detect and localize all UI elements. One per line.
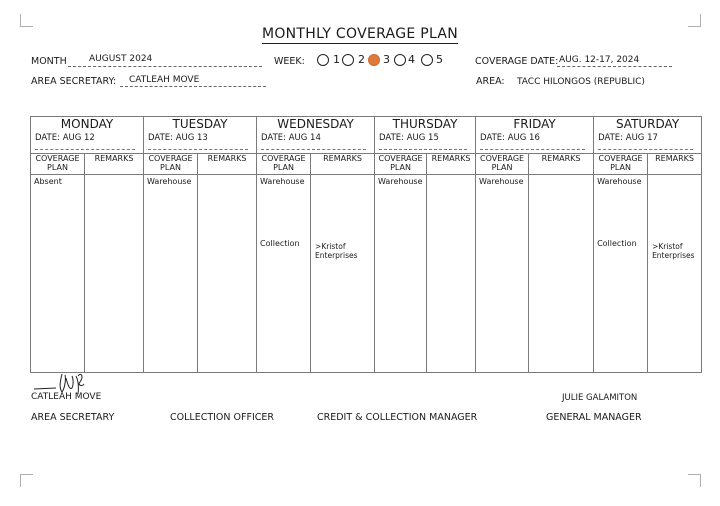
date-prefix: DATE: [598,133,624,143]
coverage-plan-header: COVERAGE PLAN [594,154,648,175]
coverage-plan-cell-tuesday[interactable] [144,175,198,373]
remarks-cell-tuesday[interactable] [198,175,257,373]
day-name-thursday: THURSDAY [375,117,476,132]
coverage-plan-cell-monday[interactable] [31,175,85,373]
corner-mark-bottom-left [20,474,33,487]
month-value: AUGUST 2024 [89,54,153,64]
coverage-plan-header: COVERAGE PLAN [144,154,198,175]
day-date-friday [476,131,594,154]
plan-entry: Warehouse [260,177,305,186]
remarks-cell-saturday[interactable] [648,175,702,373]
week-number-2: 2 [358,53,365,66]
plan-entry: Warehouse [378,177,423,186]
remarks-cell-thursday[interactable] [427,175,476,373]
date-prefix: DATE: [379,133,405,143]
page-title-text: MONTHLY COVERAGE PLAN [261,26,459,42]
day-date-tuesday [144,131,257,154]
day-name-wednesday: WEDNESDAY [257,117,375,132]
page-title [0,26,720,42]
remarks-cell-monday[interactable] [85,175,144,373]
role-collection-officer: COLLECTION OFFICER [170,412,274,423]
date-value: AUG 14 [288,133,321,143]
week-radio-4[interactable] [394,54,406,66]
week-radio-2[interactable] [342,54,354,66]
day-name-tuesday: TUESDAY [144,117,257,132]
day-date-thursday [375,131,476,154]
remarks-header: REMARKS [427,154,476,175]
plan-entry: Warehouse [597,177,642,186]
remarks-header: REMARKS [529,154,594,175]
week-number-3: 3 [383,53,390,66]
week-radio-1[interactable] [317,54,329,66]
coverage-date-label: COVERAGE DATE: [475,56,559,67]
date-prefix: DATE: [35,133,60,143]
coverage-plan-cell-saturday[interactable] [594,175,648,373]
day-date-wednesday [257,131,375,154]
coverage-plan-table [30,116,702,373]
remark-entry: >Kristof Enterprises [315,242,358,260]
coverage-plan-cell-friday[interactable] [476,175,529,373]
coverage-plan-header: COVERAGE PLAN [375,154,427,175]
area-secretary-value: CATLEAH MOVE [129,75,200,85]
coverage-plan-header: COVERAGE PLAN [476,154,529,175]
remarks-cell-wednesday[interactable] [311,175,375,373]
corner-mark-bottom-right [688,474,701,487]
day-date-monday [31,131,144,154]
date-value: AUG 16 [507,133,540,143]
remarks-header: REMARKS [311,154,375,175]
date-value: AUG 12 [62,133,95,143]
coverage-plan-cell-wednesday[interactable] [257,175,311,373]
plan-entry-secondary: Collection [597,239,637,248]
date-prefix: DATE: [148,133,173,143]
remarks-header: REMARKS [198,154,257,175]
day-name-monday: MONDAY [31,117,144,132]
week-number-1: 1 [333,53,340,66]
role-general-manager: GENERAL MANAGER [546,412,642,423]
remark-entry: >Kristof Enterprises [652,242,695,260]
area-value: TACC HILONGOS (REPUBLIC) [517,77,645,87]
date-value: AUG 17 [625,133,658,143]
remarks-header: REMARKS [648,154,702,175]
week-number-4: 4 [408,53,415,66]
remarks-header: REMARKS [85,154,144,175]
role-credit-collection-manager: CREDIT & COLLECTION MANAGER [317,412,478,423]
plan-body-row [31,175,702,373]
area-secretary-label: AREA SECRETARY: [31,76,117,87]
week-number-5: 5 [436,53,443,66]
day-date-saturday [594,131,702,154]
week-radio-3-selected[interactable] [368,54,380,66]
coverage-plan-header: COVERAGE PLAN [31,154,85,175]
week-radio-5[interactable] [421,54,433,66]
plan-entry: Warehouse [479,177,524,186]
date-prefix: DATE: [480,133,506,143]
date-value: AUG 13 [175,133,208,143]
secretary-signature-name: CATLEAH MOVE [31,392,102,402]
plan-entry: Warehouse [147,177,192,186]
coverage-plan-header: COVERAGE PLAN [257,154,311,175]
day-name-friday: FRIDAY [476,117,594,132]
plan-entry-secondary: Collection [260,239,300,248]
week-label: WEEK: [274,56,305,67]
remarks-cell-friday[interactable] [529,175,594,373]
coverage-plan-cell-thursday[interactable] [375,175,427,373]
area-label: AREA: [476,76,505,87]
plan-entry: Absent [34,177,62,186]
day-name-saturday: SATURDAY [594,117,702,132]
day-name-row [31,117,702,132]
date-prefix: DATE: [261,133,287,143]
date-value: AUG 15 [406,133,439,143]
month-label: MONTH [31,56,67,67]
coverage-date-value: AUG. 12-17, 2024 [559,55,640,65]
day-date-row [31,131,702,154]
manager-signature-name: JULIE GALAMITON [562,393,638,403]
column-header-row [31,154,702,175]
role-area-secretary: AREA SECRETARY [31,412,115,423]
